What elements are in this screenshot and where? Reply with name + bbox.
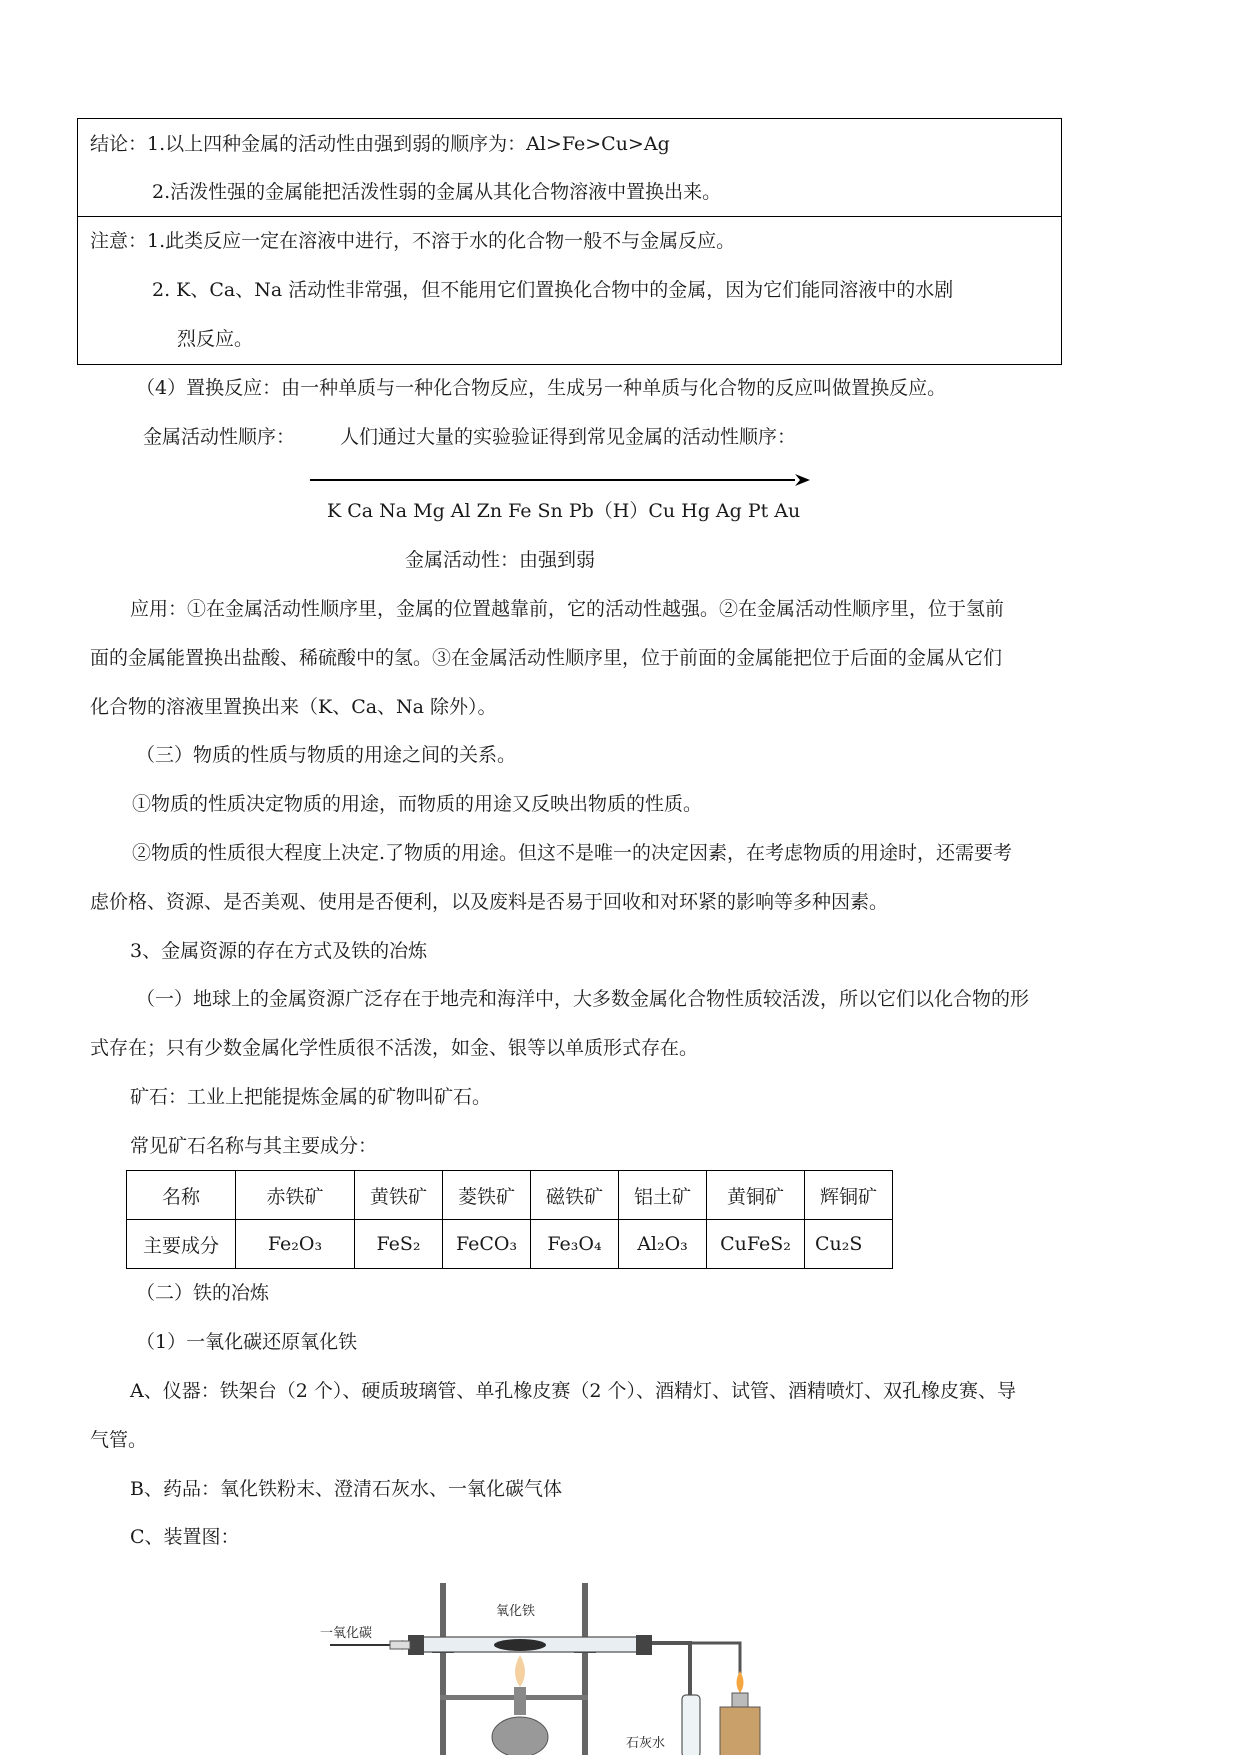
limewater-label: 石灰水 xyxy=(626,1736,666,1751)
ore-formula-cell: CuFeS₂ xyxy=(707,1220,805,1269)
outlet-tube-branch xyxy=(690,1643,740,1685)
arrow-head-icon xyxy=(795,474,810,486)
table-header-composition: 主要成分 xyxy=(127,1220,236,1269)
diagram-label: C、装置图： xyxy=(130,1526,240,1548)
table-row xyxy=(127,1220,893,1269)
iron-stand-rod-left xyxy=(440,1583,446,1755)
note-line-2: 2. K、Ca、Na 活动性非常强，但不能用它们置换化合物中的金属，因为它们能同溶液中的水剧 xyxy=(152,279,954,301)
application-line-3: 化合物的溶液里置换出来（K、Ca、Na 除外）。 xyxy=(90,696,497,718)
activity-arrow xyxy=(310,472,810,488)
co-label: 一氧化碳 xyxy=(320,1626,373,1641)
ore-formula-cell: FeS₂ xyxy=(355,1220,443,1269)
smelting-heading: （二）铁的冶炼 xyxy=(136,1282,270,1304)
ore-table-caption: 常见矿石名称与其主要成分： xyxy=(130,1135,378,1157)
activity-series: K Ca Na Mg Al Zn Fe Sn Pb（H）Cu Hg Ag Pt Au xyxy=(327,500,801,522)
blast-lamp-flame xyxy=(515,1655,525,1687)
rubber-stopper-right xyxy=(636,1635,652,1655)
box-divider xyxy=(77,216,1062,217)
note-line-1: 注意：1.此类反应一定在溶液中进行，不溶于水的化合物一般不与金属反应。 xyxy=(90,230,736,252)
ore-formula-cell: Al₂O₃ xyxy=(619,1220,707,1269)
displacement-definition: （4）置换反应：由一种单质与一种化合物反应，生成另一种单质与化合物的反应叫做置换反应。 xyxy=(136,377,947,399)
ore-name-cell: 赤铁矿 xyxy=(236,1171,355,1220)
iron-oxide-label: 氧化铁 xyxy=(496,1604,536,1619)
alcohol-lamp-neck xyxy=(732,1693,748,1707)
apparatus-line-2: 气管。 xyxy=(90,1429,148,1451)
blast-lamp-tube xyxy=(514,1687,526,1715)
ore-formula-cell: Cu₂S xyxy=(805,1220,893,1269)
ore-name-cell: 菱铁矿 xyxy=(443,1171,531,1220)
conclusion-line-1: 结论：1.以上四种金属的活动性由强到弱的顺序为：Al>Fe>Cu>Ag xyxy=(90,133,670,155)
burner-flame xyxy=(737,1671,744,1693)
ore-formula-cell: FeCO₃ xyxy=(443,1220,531,1269)
activity-intro-text: 人们通过大量的实验验证得到常见金属的活动性顺序： xyxy=(340,426,797,448)
reagents-line: B、药品：氧化铁粉末、澄清石灰水、一氧化碳气体 xyxy=(130,1478,562,1500)
section3-item-2-line-1: ②物质的性质很大程度上决定.了物质的用途。但这不是唯一的决定因素，在考虑物质的用途时，还需要考 xyxy=(132,842,1013,864)
ore-name-cell: 磁铁矿 xyxy=(531,1171,619,1220)
ore-definition: 矿石：工业上把能提炼金属的矿物叫矿石。 xyxy=(130,1086,492,1108)
note-line-3: 烈反应。 xyxy=(177,328,254,350)
application-line-2: 面的金属能置换出盐酸、稀硫酸中的氢。③在金属活动性顺序里，位于前面的金属能把位于后面的金属从它们 xyxy=(90,647,1003,669)
ore-name-cell: 黄铁矿 xyxy=(355,1171,443,1220)
conclusion-line-2: 2.活泼性强的金属能把活泼性弱的金属从其化合物溶液中置换出来。 xyxy=(152,181,722,203)
ore-formula-cell: Fe₂O₃ xyxy=(236,1220,355,1269)
section3-item-2-line-2: 虑价格、资源、是否美观、使用是否便利，以及废料是否易于回收和对环紧的影响等多种因素。 xyxy=(90,891,889,913)
part3-paragraph-line-2: 式存在；只有少数金属化学性质很不活泼，如金、银等以单质形式存在。 xyxy=(90,1037,699,1059)
inlet-tube xyxy=(390,1641,410,1649)
test-tube xyxy=(682,1695,700,1755)
ore-name-cell: 辉铜矿 xyxy=(805,1171,893,1220)
table-header-name: 名称 xyxy=(127,1171,236,1220)
table-row xyxy=(127,1171,893,1220)
section3-item-1: ①物质的性质决定物质的用途，而物质的用途又反映出物质的性质。 xyxy=(132,793,703,815)
ore-name-cell: 黄铜矿 xyxy=(707,1171,805,1220)
blast-lamp-base xyxy=(492,1717,548,1755)
part3-heading: 3、金属资源的存在方式及铁的冶炼 xyxy=(130,940,428,962)
apparatus-diagram xyxy=(320,1575,790,1755)
smelting-subheading: （1）一氧化碳还原氧化铁 xyxy=(136,1331,358,1353)
application-line-1: 应用：①在金属活动性顺序里，金属的位置越靠前，它的活动性越强。②在金属活动性顺序里，位于氢前 xyxy=(130,598,1005,620)
section3-heading: （三）物质的性质与物质的用途之间的关系。 xyxy=(136,744,517,766)
iron-stand-rod-right xyxy=(582,1583,588,1755)
activity-caption: 金属活动性：由强到弱 xyxy=(405,549,596,571)
part3-paragraph-line-1: （一）地球上的金属资源广泛存在于地壳和海洋中，大多数金属化合物性质较活泼，所以它们以化合物的形 xyxy=(136,988,1030,1010)
ore-table xyxy=(126,1170,893,1269)
apparatus-line-1: A、仪器：铁架台（2 个）、硬质玻璃管、单孔橡皮赛（2 个）、酒精灯、试管、酒精喷灯、双孔橡皮赛、导 xyxy=(130,1380,1016,1402)
ore-name-cell: 铝土矿 xyxy=(619,1171,707,1220)
ore-formula-cell: Fe₃O₄ xyxy=(531,1220,619,1269)
alcohol-lamp-body xyxy=(720,1707,760,1755)
iron-oxide-powder xyxy=(494,1639,546,1651)
activity-intro-label: 金属活动性顺序： xyxy=(143,426,296,448)
